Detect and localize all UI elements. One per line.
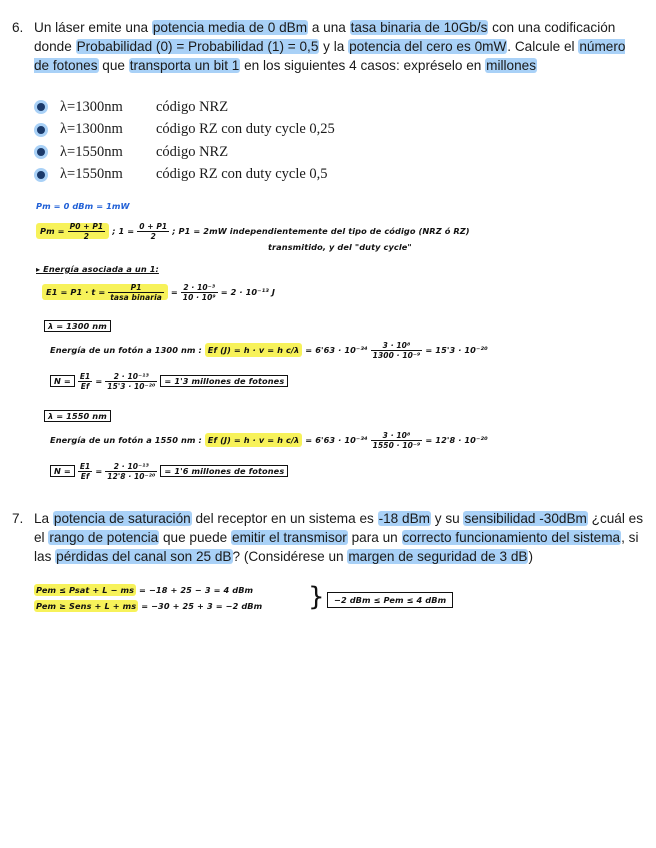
handwritten-line: Pm = $\frac{P0 + P1}{2}$ ; 1 = $\frac{0 + P1}{2}$ ; P1 = 2mW independientemente del tipo de código (NRZ ó RZ) (36, 222, 470, 241)
list-item: λ=1550nm código RZ con duty cycle 0,5 (36, 164, 335, 187)
bullet-icon (37, 148, 45, 156)
highlight: emitir el transmisor (232, 530, 347, 545)
highlight: pérdidas del canal son 25 dB (56, 549, 232, 564)
highlight: potencia de saturación (53, 511, 191, 526)
list-item: λ=1550nm código NRZ (36, 141, 335, 164)
case-list (36, 96, 335, 186)
question-number: 7. (12, 511, 24, 526)
brace-icon: } (308, 582, 325, 612)
question-7 (12, 509, 644, 566)
handwritten-heading: ▸ Energía asociada a un 1: (36, 264, 159, 274)
result-box: = 1'3 millones de fotones (160, 375, 288, 387)
handwritten-line: Energía de un fotón a 1550 nm : Ef (J) = h · v = h c/λ = 6'63 · 10⁻³⁴ $\frac{\text{3 · 10⁸}}{\text{1550 · 10⁻⁹}}$ = 12'8 · 10⁻²⁰ (50, 431, 488, 450)
question-number: 6. (12, 20, 24, 35)
question-text: La potencia de saturación del receptor en un sistema es -18 dBm y su sensibilidad -30dBm ¿cuál es el rango de potencia que puede emitir el transmisor para un correcto funcionamiento del sistema, si las pérdidas del canal son 25 dB? (Considérese un margen de seguridad de 3 dB) (34, 511, 644, 564)
bullet-icon (37, 126, 45, 134)
highlight: margen de seguridad de 3 dB (348, 549, 528, 564)
highlight: Ef (J) = h · v = h c/λ (205, 343, 303, 357)
highlight: Ef (J) = h · v = h c/λ (205, 433, 303, 447)
highlight: correcto funcionamiento del sistema (402, 530, 621, 545)
highlight: potencia del cero es 0mW (349, 39, 507, 54)
highlight: -18 dBm (378, 511, 430, 526)
handwritten-line: Energía de un fotón a 1300 nm : Ef (J) = h · v = h c/λ = 6'63 · 10⁻³⁴ $\frac{\text{3 · 10⁸}}{\text{1300 · 10⁻⁹}}$ = 15'3 · 10⁻²⁰ (50, 341, 488, 360)
highlight: E1 = P1 · t = $\frac{P1}{\text{tasa binaria}}$ (42, 284, 168, 300)
handwritten-line: N = $\frac{E1}{Ef}$ = $\frac{\text{2 · 10⁻¹³}}{\text{12'8 · 10⁻²⁰}}$ = 1'6 millones de fotones (50, 462, 288, 481)
bullet-icon (37, 103, 45, 111)
handwritten-line: Pem ≤ Psat + L − ms = −18 + 25 − 3 = 4 dBm (36, 585, 254, 595)
lambda-box: λ = 1550 nm (44, 410, 111, 422)
highlight: transporta un bit 1 (129, 58, 240, 73)
highlight: número de fotones (34, 39, 626, 73)
list-item: λ=1300nm código NRZ (36, 96, 335, 119)
highlight: Probabilidad (0) = Probabilidad (1) = 0,5 (76, 39, 319, 54)
question-text: Un láser emite una potencia media de 0 dBm a una tasa binaria de 10Gb/s con una codificación donde Probabilidad (0) = Probabilidad (1) = 0,5 y la potencia del cero es 0mW. Calcule el número de fotones que transporta un bit 1 en los siguientes 4 casos: expréselo en millones (34, 20, 626, 73)
handwritten-line: Pem ≥ Sens + L + ms = −30 + 25 + 3 = −2 dBm (36, 601, 263, 611)
highlight: tasa binaria de 10Gb/s (350, 20, 488, 35)
handwritten-line: E1 = P1 · t = $\frac{P1}{\text{tasa binaria}}$ = $\frac{\text{2 · 10⁻³}}{\text{10 · 10⁹}}$ = 2 · 10⁻¹³ J (42, 283, 275, 302)
highlight: Pem ≥ Sens + L + ms (36, 601, 137, 611)
result-box: −2 dBm ≤ Pem ≤ 4 dBm (327, 592, 453, 608)
highlight: Pem ≤ Psat + L − ms (36, 585, 135, 595)
highlight: Pm = $\frac{P0 + P1}{2}$ (36, 223, 109, 239)
highlight: potencia media de 0 dBm (152, 20, 308, 35)
result-box: = 1'6 millones de fotones (160, 465, 288, 477)
handwritten-line: transmitido, y del "duty cycle" (268, 242, 412, 252)
handwritten-line: N = $\frac{E1}{Ef}$ = $\frac{\text{2 · 10⁻¹³}}{\text{15'3 · 10⁻²⁰}}$ = 1'3 millones de fotones (50, 372, 288, 391)
highlight: rango de potencia (49, 530, 159, 545)
handwritten-line: Pm = 0 dBm = 1mW (36, 201, 130, 211)
question-6 (12, 18, 644, 75)
highlight: millones (486, 58, 537, 73)
list-item: λ=1300nm código RZ con duty cycle 0,25 (36, 119, 335, 142)
bullet-icon (37, 171, 45, 179)
highlight: sensibilidad -30dBm (464, 511, 587, 526)
lambda-box: λ = 1300 nm (44, 320, 111, 332)
